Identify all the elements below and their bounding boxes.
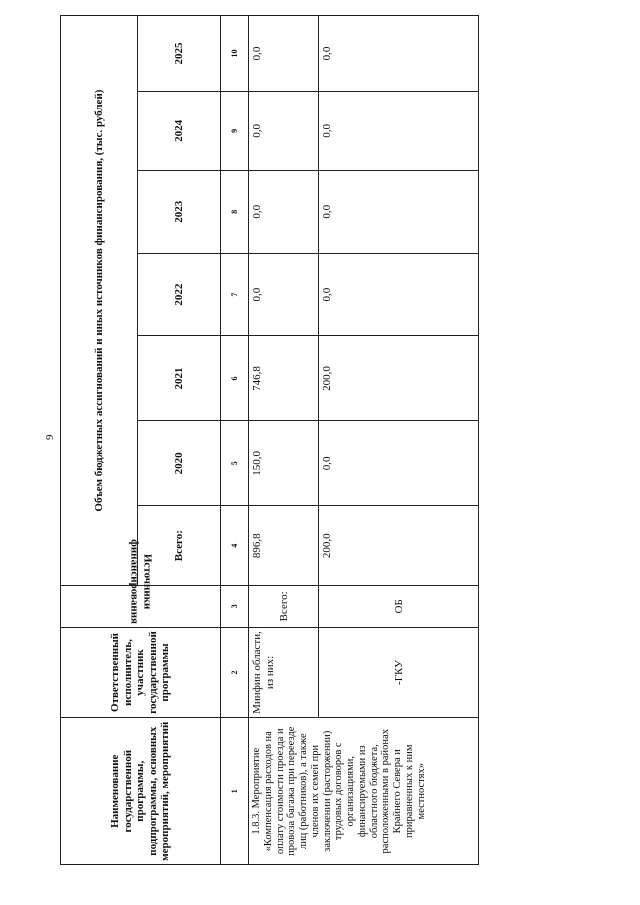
source-ob: ОБ <box>319 586 479 627</box>
header-year-2024: 2024 <box>138 91 221 170</box>
data-row-total <box>249 16 319 865</box>
column-number: 10 <box>221 16 249 92</box>
source-total: Всего: <box>249 586 319 627</box>
measure-name: 1.8.3. Мероприятие «Компенсация расходов на оплату стоимости проезда и провоза багажа при переезде лиц (работников), а также членов их семей при заключении (расторжении) трудовых договоров с организациями, финансируемыми из областного бюджета, расположенными в районах Крайнего Севера и приравненных к ним местностях» <box>249 718 479 865</box>
value-2024: 0,0 <box>249 91 319 170</box>
value-2022: 0,0 <box>319 253 479 336</box>
value-2020: 150,0 <box>249 421 319 506</box>
executor-minfin: Минфин области, из них: <box>249 627 319 718</box>
value-2020: 0,0 <box>319 421 479 506</box>
page-number: 9 <box>44 434 56 440</box>
value-2021: 200,0 <box>319 336 479 421</box>
header-year-2020: 2020 <box>138 421 221 506</box>
header-source-text: Источники финансирования <box>128 538 154 624</box>
financing-table <box>60 15 479 865</box>
value-2021: 746,8 <box>249 336 319 421</box>
rotated-table-container <box>60 15 478 865</box>
column-number: 5 <box>221 421 249 506</box>
value-total: 200,0 <box>319 506 479 586</box>
column-number: 7 <box>221 253 249 336</box>
value-2025: 0,0 <box>319 16 479 92</box>
header-year-2022: 2022 <box>138 253 221 336</box>
header-volume: Объем бюджетных ассигнований и иных источников финансирования, (тыс. рублей) <box>61 16 138 586</box>
column-number: 9 <box>221 91 249 170</box>
header-year-2025: 2025 <box>138 16 221 92</box>
header-year-2023: 2023 <box>138 170 221 253</box>
header-name: Наименование государственной программы, подпрограммы, основных мероприятий, мероприятий <box>61 718 221 865</box>
header-total: Всего: <box>138 506 221 586</box>
value-2023: 0,0 <box>249 170 319 253</box>
executor-gku: -ГКУ <box>319 627 479 718</box>
value-2023: 0,0 <box>319 170 479 253</box>
column-number-row <box>221 16 249 865</box>
column-number: 8 <box>221 170 249 253</box>
header-executor: Ответственный исполнитель, участник государственной программы <box>61 627 221 718</box>
column-number: 2 <box>221 627 249 718</box>
value-2025: 0,0 <box>249 16 319 92</box>
value-2024: 0,0 <box>319 91 479 170</box>
column-number: 4 <box>221 506 249 586</box>
column-number: 3 <box>221 586 249 627</box>
value-2022: 0,0 <box>249 253 319 336</box>
column-number: 6 <box>221 336 249 421</box>
column-number: 1 <box>221 718 249 865</box>
value-total: 896,8 <box>249 506 319 586</box>
header-row-top <box>61 16 138 865</box>
header-year-2021: 2021 <box>138 336 221 421</box>
